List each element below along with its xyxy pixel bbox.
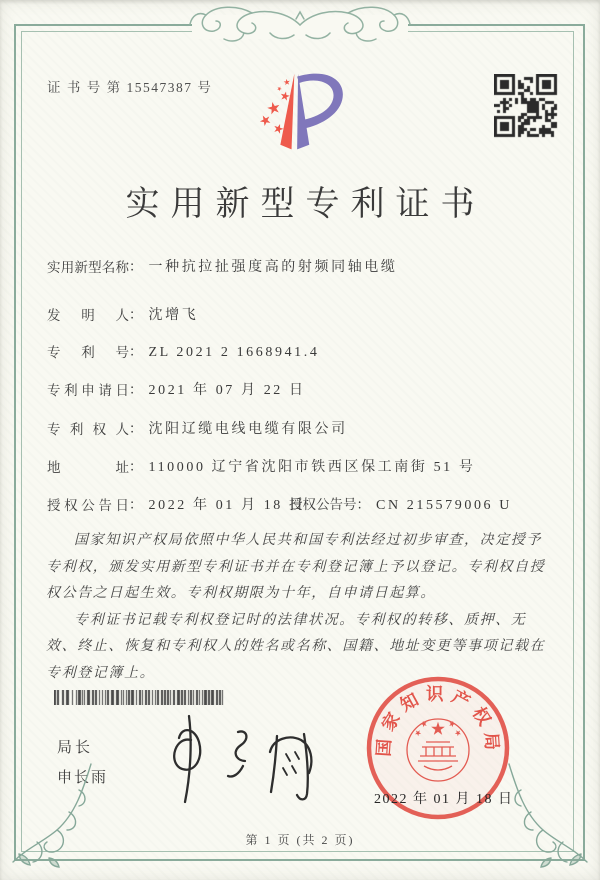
legal-paragraph-1: 国家知识产权局依照中华人民共和国专利法经过初步审查，决定授予专利权，颁发实用新型专利证书并在专利登记簿上予以登记。专利权自授权公告之日起生效。专利权期限为十年，自申请日起算。: [46, 533, 546, 601]
field-label: 授权公告号: [289, 497, 357, 512]
barcode: [54, 690, 226, 705]
field-value: 沈增飞: [148, 308, 199, 323]
field-row-grant-date: [47, 493, 553, 514]
field-row-grant-number: [289, 493, 512, 514]
bottom-left-flourish-ornament: [3, 760, 98, 875]
field-label: 实用新型名称: [47, 260, 129, 275]
field-row-patent-number: [47, 340, 553, 361]
field-label: 专利号: [47, 345, 129, 360]
field-colon: ：: [129, 459, 143, 474]
field-colon: ：: [356, 497, 370, 512]
field-row-filing-date: [47, 378, 553, 399]
field-colon: ：: [129, 307, 143, 322]
signer-name: 申长雨: [57, 769, 109, 786]
qr-code: [494, 74, 558, 138]
seal-agency-text: 国家知识产权局: [373, 684, 503, 758]
field-value: 110000 辽宁省沈阳市铁西区保工南街 51 号: [148, 460, 476, 475]
field-value: 2021 年 07 月 22 日: [148, 383, 306, 398]
signer-title: 局长: [57, 739, 94, 756]
top-flourish-ornament: [150, 3, 450, 49]
cnipa-patent-logo-icon: [243, 64, 355, 162]
field-row-patentee: [47, 417, 553, 438]
field-colon: ：: [129, 259, 143, 274]
field-label: 授权公告日: [47, 498, 129, 513]
field-label: 发明人: [47, 308, 129, 323]
field-colon: ：: [129, 421, 143, 436]
seal-date: 2022 年 01 月 18 日: [374, 792, 514, 807]
field-colon: ：: [129, 497, 143, 512]
field-row-inventor: [47, 303, 553, 324]
field-value: 2022 年 01 月 18 日: [148, 498, 306, 513]
field-colon: ：: [129, 382, 143, 397]
page-number: 第 1 页 (共 2 页): [245, 833, 355, 847]
field-label: 专利申请日: [47, 383, 129, 398]
field-value: 沈阳辽缆电线电缆有限公司: [148, 422, 348, 437]
certificate-number: 证 书 号 第 15547387 号: [47, 80, 213, 95]
legal-body-text: [46, 528, 554, 687]
certificate-title: 实用新型专利证书: [125, 186, 486, 223]
field-value: CN 215579006 U: [376, 498, 512, 513]
field-colon: ：: [129, 344, 143, 359]
director-signature: [158, 710, 328, 810]
legal-paragraph-2: 专利证书记载专利权登记时的法律状况。专利权的转移、质押、无效、终止、恢复和专利权人的姓名或名称、国籍、地址变更等事项记载在专利登记簿上。: [46, 612, 546, 681]
field-value: 一种抗拉扯强度高的射频同轴电缆: [148, 260, 398, 275]
field-row-utility-model-name: [47, 255, 553, 276]
field-label: 专利权人: [47, 422, 129, 437]
field-value: ZL 2021 2 1668941.4: [148, 345, 320, 360]
field-row-address: [47, 455, 553, 476]
field-label: 地址: [47, 460, 129, 475]
